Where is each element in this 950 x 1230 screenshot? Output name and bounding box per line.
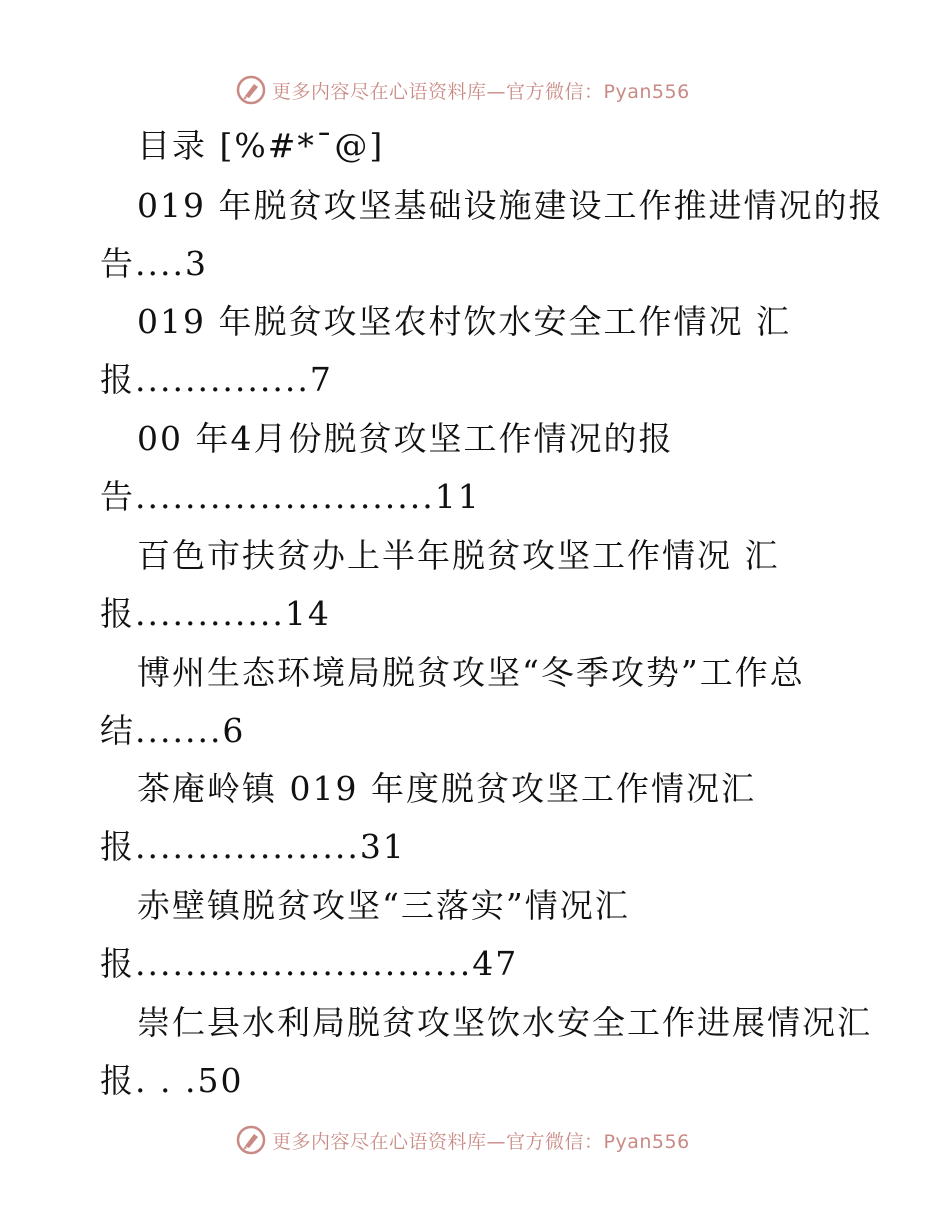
pen-nib-logo-icon <box>236 1125 266 1155</box>
toc-entry-8-title: 崇仁县水利局脱贫攻坚饮水安全工作进展情况汇 <box>137 1003 872 1042</box>
footer-banner-text: 更多内容尽在心语资料库—官方微信：Pyan556 <box>272 1130 690 1153</box>
toc-entry-5-page: 结.......6 <box>100 711 246 750</box>
pen-nib-logo-icon <box>236 75 266 105</box>
toc-entry-8-page: 报. . .50 <box>100 1061 244 1100</box>
toc-entry-5-title: 博州生态环境局脱贫攻坚“冬季攻势”工作总 <box>137 653 805 692</box>
toc-entry-4-title: 百色市扶贫办上半年脱贫攻坚工作情况 汇 <box>137 536 780 575</box>
header-banner-text: 更多内容尽在心语资料库—官方微信：Pyan556 <box>272 80 690 103</box>
toc-entry-2-page: 报..............7 <box>100 360 333 399</box>
toc-entry-1-page: 告....3 <box>100 244 208 283</box>
toc-entry-3-title: 00 年4月份脱贫攻坚工作情况的报 <box>137 419 674 458</box>
toc-entry-2-title: 019 年脱贫攻坚农村饮水安全工作情况 汇 <box>137 302 791 341</box>
toc-entry-3-page: 告........................11 <box>100 477 481 516</box>
toc-heading: 目录 [%#*¯@] <box>137 126 385 165</box>
toc-entry-4-page: 报............14 <box>100 594 331 633</box>
footer-watermark-banner <box>236 1123 756 1157</box>
header-watermark-banner <box>236 73 756 107</box>
toc-entry-6-page: 报..................31 <box>100 827 406 866</box>
toc-entry-7-title: 赤壁镇脱贫攻坚“三落实”情况汇 <box>137 886 630 925</box>
toc-entry-6-title: 茶庵岭镇 019 年度脱贫攻坚工作情况汇 <box>137 769 756 808</box>
toc-entry-1-title: 019 年脱贫攻坚基础设施建设工作推进情况的报 <box>137 186 884 225</box>
toc-entry-7-page: 报...........................47 <box>100 944 519 983</box>
